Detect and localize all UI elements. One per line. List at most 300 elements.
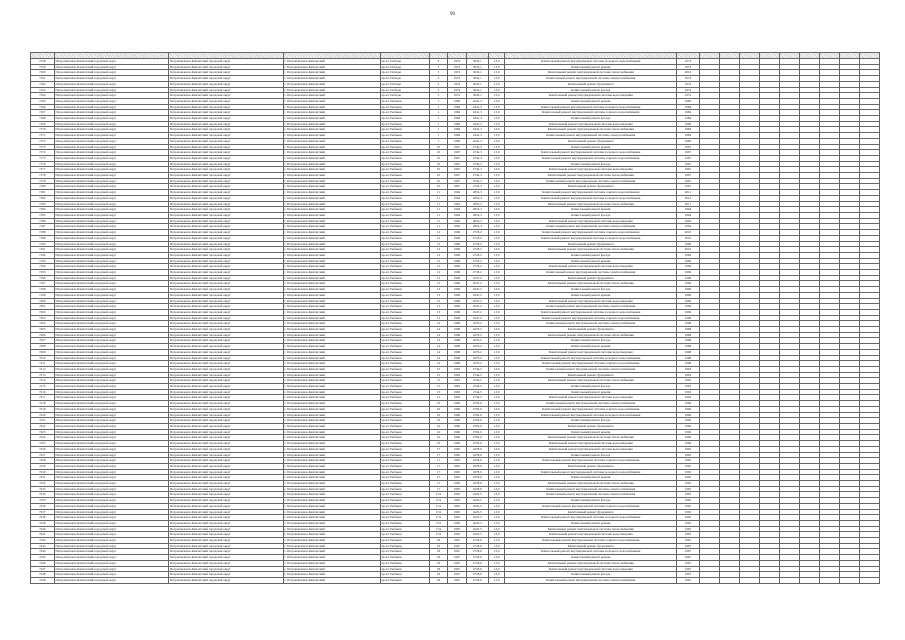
table-cell: 1967 [677, 150, 699, 156]
table-cell: Петропавловск-Камчатский городской округ [169, 207, 284, 213]
table-cell: 4270,2 [466, 349, 488, 355]
table-cell: пр-кт. Победы [380, 70, 429, 76]
table-cell: 1974 [677, 81, 699, 87]
table-cell: 2702,6 [466, 412, 488, 418]
table-cell: Капитальный ремонт внутридомовой системы теплоснабжения [505, 378, 677, 384]
table-cell: 1984 [677, 127, 699, 133]
table-cell: 1968 [448, 321, 466, 327]
table-cell: Петропавловск-Камчатский городской округ [54, 509, 169, 515]
table-cell: 1965 [677, 526, 699, 532]
table-cell: Петропавловск-Камчатский городской округ [54, 230, 169, 236]
table-cell: 1969 [677, 252, 699, 258]
table-cell: пр-кт. Рыбаков [380, 207, 429, 213]
table-cell: 7189 [31, 235, 55, 241]
table-cell: 13,0 [489, 247, 505, 253]
table-cell: пр-кт. Рыбаков [380, 309, 429, 315]
table-cell: 1966 [677, 429, 699, 435]
table-cell: 16 [429, 412, 447, 418]
table-cell: 1967 [677, 572, 699, 578]
table-cell: Петропавловск-Камчатский городской округ [54, 321, 169, 327]
table-cell: 18 [429, 538, 447, 544]
table-cell: г. Петропавловск-Камчатский [283, 275, 380, 281]
table-cell: Петропавловск-Камчатский городской округ [169, 138, 284, 144]
table-cell: Петропавловск-Камчатский городской округ [169, 133, 284, 139]
table-cell: 13,0 [489, 555, 505, 561]
table-cell: г. Петропавловск-Камчатский [283, 384, 380, 390]
table-cell: Петропавловск-Камчатский городской округ [169, 270, 284, 276]
table-cell: 1967 [448, 560, 466, 566]
table-cell: 4341,3 [466, 104, 488, 110]
table-cell: 14 [429, 361, 447, 367]
table-cell: 4225,5 [466, 532, 488, 538]
table-cell: Петропавловск-Камчатский городской округ [54, 327, 169, 333]
table-cell: Петропавловск-Камчатский городской округ [169, 509, 284, 515]
table-cell: 1968 [448, 338, 466, 344]
table-cell: 4341,3 [466, 98, 488, 104]
table-cell: Петропавловск-Камчатский городской округ [54, 298, 169, 304]
table-cell: Петропавловск-Камчатский городской округ [169, 218, 284, 224]
table-cell: 2718,2 [466, 247, 488, 253]
table-cell: 1964 [448, 218, 466, 224]
table-cell: 13,0 [489, 195, 505, 201]
table-cell: Капитальный ремонт фундамента [505, 184, 677, 190]
table-cell: 13,0 [489, 87, 505, 93]
table-cell: 1965 [677, 492, 699, 498]
table-cell: Капитальный ремонт внутридомовой системы теплоснабжения [505, 281, 677, 287]
table-cell: 1984 [448, 116, 466, 122]
table-cell: Петропавловск-Камчатский городской округ [169, 110, 284, 116]
table-cell: Капитальный ремонт внутридомовой системы теплоснабжения [505, 481, 677, 487]
table-cell: пр-кт. Рыбаков [380, 98, 429, 104]
table-cell: пр-кт. Рыбаков [380, 486, 429, 492]
table-cell: 1974 [677, 76, 699, 82]
table-cell: 4225,5 [466, 520, 488, 526]
table-cell: 7245 [31, 555, 55, 561]
table-cell: 1965 [448, 446, 466, 452]
table-cell: пр-кт. Рыбаков [380, 252, 429, 258]
table-cell: 1 [429, 133, 447, 139]
table-cell: 1984 [448, 104, 466, 110]
table-cell: 1974 [677, 59, 699, 65]
table-cell: пр-кт. Рыбаков [380, 446, 429, 452]
table-cell: пр-кт. Рыбаков [380, 452, 429, 458]
table-cell: г. Петропавловск-Камчатский [283, 475, 380, 481]
table-cell [699, 577, 719, 583]
table-cell: 7210 [31, 355, 55, 361]
table-cell: 11 [429, 224, 447, 230]
table-cell: 2718,6 [466, 543, 488, 549]
table-cell: Петропавловск-Камчатский городской округ [169, 321, 284, 327]
table-cell: Капитальный ремонт внутридомовой системы теплоснабжения [505, 435, 677, 441]
table-cell: 13 [429, 292, 447, 298]
table-cell: Капитальный ремонт крыши [505, 258, 677, 264]
table-cell: г. Петропавловск-Камчатский [283, 144, 380, 150]
table-cell: Петропавловск-Камчатский городской округ [54, 503, 169, 509]
table-cell: Петропавловск-Камчатский городской округ [54, 292, 169, 298]
table-cell: Петропавловск-Камчатский городской округ [169, 247, 284, 253]
table-cell: 13,0 [489, 252, 505, 258]
table-cell: Петропавловск-Камчатский городской округ [54, 463, 169, 469]
table-cell [839, 577, 859, 583]
table-cell: пр-кт. Рыбаков [380, 384, 429, 390]
table-cell: Петропавловск-Камчатский городской округ [169, 498, 284, 504]
table-cell: Капитальный ремонт внутридомовой системы водоотведения [505, 441, 677, 447]
table-cell: Капитальный ремонт внутридомовой системы электроснабжения [505, 133, 677, 139]
table-cell: 2718,6 [466, 577, 488, 583]
table-cell: 13,0 [489, 509, 505, 515]
table-cell: г. Петропавловск-Камчатский [283, 178, 380, 184]
table-cell: г. Петропавловск-Камчатский [283, 98, 380, 104]
table-cell: 7192 [31, 252, 55, 258]
table-cell: пр-кт. Рыбаков [380, 406, 429, 412]
table-cell: пр-кт. Рыбаков [380, 435, 429, 441]
table-cell: 2744,5 [466, 395, 488, 401]
table-cell: 4341,3 [466, 133, 488, 139]
table-cell: 17 [429, 458, 447, 464]
table-cell: 7178 [31, 173, 55, 179]
table-cell: 3032,1 [466, 93, 488, 99]
table-cell: г. Петропавловск-Камчатский [283, 572, 380, 578]
table-cell: Капитальный ремонт крыши [505, 555, 677, 561]
table-cell: 13,0 [489, 98, 505, 104]
table-cell: 3 [429, 59, 447, 65]
table-cell: 4378,9 [466, 469, 488, 475]
table-cell: 12 [429, 247, 447, 253]
table-cell: 1968 [448, 349, 466, 355]
table-cell: 1965 [677, 481, 699, 487]
table-cell: Петропавловск-Камчатский городской округ [54, 252, 169, 258]
table-cell: 13,0 [489, 270, 505, 276]
table-cell: 1967 [677, 538, 699, 544]
table-cell: 7231 [31, 475, 55, 481]
table-cell: Петропавловск-Камчатский городской округ [169, 332, 284, 338]
table-cell: 1965 [448, 503, 466, 509]
table-cell: Петропавловск-Камчатский городской округ [169, 298, 284, 304]
table-cell: 2718,2 [466, 252, 488, 258]
table-cell: 1968 [677, 344, 699, 350]
table-cell: Петропавловск-Камчатский городской округ [54, 469, 169, 475]
table-cell: Петропавловск-Камчатский городской округ [54, 304, 169, 310]
table-cell: Петропавловск-Камчатский городской округ [169, 327, 284, 333]
table-cell: 1965 [448, 458, 466, 464]
table-cell: 1 [429, 138, 447, 144]
table-cell: 4270,2 [466, 327, 488, 333]
table-cell: Петропавловск-Камчатский городской округ [169, 412, 284, 418]
table-cell: 1 [429, 110, 447, 116]
table-cell: 1966 [677, 424, 699, 430]
table-cell: Капитальный ремонт фасада [505, 572, 677, 578]
table-cell: 13,0 [489, 446, 505, 452]
table-cell: пр-кт. Рыбаков [380, 412, 429, 418]
table-cell: Капитальный ремонт внутридомовой системы теплоснабжения [505, 201, 677, 207]
table-cell: 7227 [31, 452, 55, 458]
table-cell: Капитальный ремонт внутридомовой системы электроснабжения [505, 321, 677, 327]
table-cell: Петропавловск-Камчатский городской округ [169, 258, 284, 264]
table-cell: Петропавловск-Камчатский городской округ [169, 59, 284, 65]
table-cell: 13,0 [489, 355, 505, 361]
table-cell: 13,0 [489, 361, 505, 367]
table-cell: Капитальный ремонт фундамента [505, 372, 677, 378]
table-cell: Петропавловск-Камчатский городской округ [54, 110, 169, 116]
table-cell: 4547,2 [466, 275, 488, 281]
table-cell: 12 [429, 264, 447, 270]
table-cell: 7220 [31, 412, 55, 418]
table-cell: 13,0 [489, 161, 505, 167]
table-cell: 1967 [448, 184, 466, 190]
table-cell: пр-кт. Рыбаков [380, 173, 429, 179]
table-cell: 1969 [448, 270, 466, 276]
table-cell: 17А [429, 520, 447, 526]
table-cell: Петропавловск-Камчатский городской округ [169, 384, 284, 390]
table-cell: г. Петропавловск-Камчатский [283, 463, 380, 469]
table-cell: пр-кт. Победы [380, 59, 429, 65]
table-cell: 1963 [677, 395, 699, 401]
table-cell: г. Петропавловск-Камчатский [283, 452, 380, 458]
table-cell: 1966 [448, 412, 466, 418]
table-cell: 1969 [448, 315, 466, 321]
table-cell: г. Петропавловск-Камчатский [283, 543, 380, 549]
table-cell: 7214 [31, 378, 55, 384]
table-cell: 2011 [677, 190, 699, 196]
table-cell: 7195 [31, 270, 55, 276]
table-cell: 11 [429, 207, 447, 213]
table-cell: 7181 [31, 190, 55, 196]
table-cell: 1965 [448, 469, 466, 475]
table-cell: 13,0 [489, 64, 505, 70]
table-cell: 4225,5 [466, 526, 488, 532]
table-cell: 1964 [677, 218, 699, 224]
table-cell: 1964 [448, 195, 466, 201]
table-cell: 3 [429, 70, 447, 76]
table-cell: Петропавловск-Камчатский городской округ [54, 76, 169, 82]
table-cell: 1969 [677, 298, 699, 304]
table-cell: г. Петропавловск-Камчатский [283, 469, 380, 475]
table-cell: 7202 [31, 309, 55, 315]
table-cell: Капитальный ремонт фасада [505, 161, 677, 167]
table-cell: 7169 [31, 121, 55, 127]
table-cell: 7204 [31, 321, 55, 327]
table-cell: 18 [429, 555, 447, 561]
table-cell: Капитальный ремонт фундамента [505, 509, 677, 515]
table-cell: Петропавловск-Камчатский городской округ [54, 412, 169, 418]
table-cell: 13,0 [489, 406, 505, 412]
table-cell: Петропавловск-Камчатский городской округ [54, 224, 169, 230]
table-cell: Петропавловск-Камчатский городской округ [54, 532, 169, 538]
table-cell: 7229 [31, 463, 55, 469]
table-cell: 1968 [677, 338, 699, 344]
table-cell: Петропавловск-Камчатский городской округ [54, 372, 169, 378]
table-cell: пр-кт. Рыбаков [380, 230, 429, 236]
table-cell: 13,0 [489, 424, 505, 430]
table-cell: 1969 [448, 252, 466, 258]
table-cell: г. Петропавловск-Камчатский [283, 167, 380, 173]
table-cell: Капитальный ремонт фасада [505, 87, 677, 93]
table-cell: 2816,3 [466, 190, 488, 196]
table-cell: Капитальный ремонт крыши [505, 292, 677, 298]
table-cell: г. Петропавловск-Камчатский [283, 110, 380, 116]
table-cell: г. Петропавловск-Камчатский [283, 207, 380, 213]
table-cell: 7199 [31, 292, 55, 298]
table-cell: 4341,3 [466, 110, 488, 116]
table-cell: Петропавловск-Камчатский городской округ [169, 458, 284, 464]
table-cell: 1967 [448, 178, 466, 184]
table-cell: Петропавловск-Камчатский городской округ [169, 372, 284, 378]
table-cell: Капитальный ремонт внутридомовой системы электроснабжения [505, 76, 677, 82]
table-cell: г. Петропавловск-Камчатский [283, 538, 380, 544]
table-cell: г. Петропавловск-Камчатский [283, 81, 380, 87]
table-cell: 13,0 [489, 412, 505, 418]
table-cell: 15 [429, 384, 447, 390]
table-cell: 7203 [31, 315, 55, 321]
table-cell: 7232 [31, 481, 55, 487]
table-cell: Капитальный ремонт фундамента [505, 543, 677, 549]
table-cell: 2742,3 [466, 178, 488, 184]
table-cell: пр-кт. Рыбаков [380, 349, 429, 355]
table-cell: пр-кт. Рыбаков [380, 572, 429, 578]
table-cell: 1968 [448, 361, 466, 367]
table-cell: Капитальный ремонт фундамента [505, 424, 677, 430]
table-cell: Капитальный ремонт внутридомовой системы горячего водоснабжения [505, 538, 677, 544]
table-cell: Капитальный ремонт внутридомовой системы водоотведения [505, 349, 677, 355]
table-cell: 2702,6 [466, 429, 488, 435]
table-cell: Петропавловск-Камчатский городской округ [54, 543, 169, 549]
table-cell: 13,0 [489, 121, 505, 127]
table-cell: Петропавловск-Камчатский городской округ [54, 281, 169, 287]
table-cell: 13,0 [489, 378, 505, 384]
table-cell: Капитальный ремонт внутридомовой системы горячего водоснабжения [505, 155, 677, 161]
table-cell: 15 [429, 372, 447, 378]
table-cell: пр-кт. Рыбаков [380, 327, 429, 333]
table-cell: 1968 [448, 344, 466, 350]
table-cell: 1968 [448, 355, 466, 361]
table-cell: 13,0 [489, 372, 505, 378]
table-cell: 13 [429, 304, 447, 310]
table-cell: Капитальный ремонт внутридомовой системы теплоснабжения [505, 247, 677, 253]
table-cell: 4341,3 [466, 121, 488, 127]
table-cell: 7186 [31, 218, 55, 224]
table-cell: г. Петропавловск-Камчатский [283, 446, 380, 452]
table-cell: 17А [429, 492, 447, 498]
table-cell: Капитальный ремонт крыши [505, 520, 677, 526]
table-cell: 1963 [677, 378, 699, 384]
table-cell: Петропавловск-Камчатский городской округ [169, 463, 284, 469]
table-cell: г. Петропавловск-Камчатский [283, 458, 380, 464]
table-cell: пр-кт. Рыбаков [380, 549, 429, 555]
table-cell: 1967 [677, 178, 699, 184]
table-cell: 1974 [677, 93, 699, 99]
table-cell: 7170 [31, 127, 55, 133]
table-cell: Капитальный ремонт внутридомовой системы горячего водоснабжения [505, 361, 677, 367]
table-cell: 1965 [677, 532, 699, 538]
table-cell: Капитальный ремонт внутридомовой системы водоотведения [505, 566, 677, 572]
table-cell: 4270,2 [466, 344, 488, 350]
table-cell: 17 [429, 446, 447, 452]
table-cell: Петропавловск-Камчатский городской округ [169, 389, 284, 395]
table-cell: 17А [429, 515, 447, 521]
table-cell: 13,0 [489, 395, 505, 401]
table-cell: 1984 [677, 138, 699, 144]
table-cell: 4547,2 [466, 309, 488, 315]
table-cell: г. Петропавловск-Камчатский [283, 321, 380, 327]
table-cell: 13,0 [489, 384, 505, 390]
table-cell: 1963 [677, 372, 699, 378]
table-cell: 13,0 [489, 498, 505, 504]
table-cell: пр-кт. Рыбаков [380, 315, 429, 321]
table-cell: Петропавловск-Камчатский городской округ [54, 355, 169, 361]
table-cell: Петропавловск-Камчатский городской округ [169, 475, 284, 481]
table-cell: 15 [429, 378, 447, 384]
table-cell: Петропавловск-Камчатский городской округ [54, 475, 169, 481]
table-cell: Капитальный ремонт внутридомовой системы теплоснабжения [505, 70, 677, 76]
table-cell: Петропавловск-Камчатский городской округ [54, 155, 169, 161]
table-cell: 7244 [31, 549, 55, 555]
table-cell: 13 [429, 281, 447, 287]
table-cell: пр-кт. Рыбаков [380, 332, 429, 338]
table-cell: 2744,5 [466, 366, 488, 372]
table-cell: 1965 [448, 463, 466, 469]
table-cell: 7162 [31, 81, 55, 87]
table-cell: 1969 [448, 287, 466, 293]
table-cell: 7213 [31, 372, 55, 378]
table-cell: 13,0 [489, 366, 505, 372]
table-cell: г. Петропавловск-Камчатский [283, 247, 380, 253]
table-cell: 12 [429, 230, 447, 236]
table-cell: 1967 [677, 173, 699, 179]
table-cell: г. Петропавловск-Камчатский [283, 150, 380, 156]
table-cell: Петропавловск-Камчатский городской округ [169, 395, 284, 401]
table-cell: 1964 [448, 201, 466, 207]
table-cell: Капитальный ремонт внутридомовой системы электроснабжения [505, 401, 677, 407]
table-cell: 1966 [448, 401, 466, 407]
table-cell: г. Петропавловск-Камчатский [283, 361, 380, 367]
table-cell: 1966 [448, 424, 466, 430]
table-cell: Петропавловск-Камчатский городской округ [169, 98, 284, 104]
table-cell: пр-кт. Рыбаков [380, 127, 429, 133]
table-cell: 11 [429, 201, 447, 207]
table-cell: 1965 [677, 463, 699, 469]
table-cell: Капитальный ремонт внутридомовой системы водоотведения [505, 298, 677, 304]
table-cell: Петропавловск-Камчатский городской округ [54, 429, 169, 435]
table-cell: Капитальный ремонт внутридомовой системы горячего водоснабжения [505, 503, 677, 509]
table-cell: г. Петропавловск-Камчатский [283, 395, 380, 401]
table-cell: 13,0 [489, 309, 505, 315]
table-cell: г. Петропавловск-Камчатский [283, 264, 380, 270]
table-cell: 1969 [448, 281, 466, 287]
table-cell: г. Петропавловск-Камчатский [283, 515, 380, 521]
table-cell: Петропавловск-Камчатский городской округ [54, 247, 169, 253]
table-cell: 13,0 [489, 401, 505, 407]
table-cell: Петропавловск-Камчатский городской округ [54, 515, 169, 521]
table-cell: 1969 [448, 275, 466, 281]
table-cell: Капитальный ремонт фундамента [505, 327, 677, 333]
table-cell: 17 [429, 463, 447, 469]
table-cell: Петропавловск-Камчатский городской округ [169, 492, 284, 498]
table-cell: Петропавловск-Камчатский городской округ [54, 572, 169, 578]
table-cell: пр-кт. Рыбаков [380, 104, 429, 110]
table-cell: 2742,3 [466, 167, 488, 173]
table-cell: Капитальный ремонт внутридомовой системы горячего водоснабжения [505, 315, 677, 321]
table-cell: пр-кт. Рыбаков [380, 366, 429, 372]
table-cell: пр-кт. Рыбаков [380, 463, 429, 469]
table-cell: г. Петропавловск-Камчатский [283, 429, 380, 435]
table-cell: Петропавловск-Камчатский городской округ [54, 121, 169, 127]
table-cell: 1984 [677, 121, 699, 127]
table-cell: 1965 [677, 503, 699, 509]
table-cell: 1964 [677, 212, 699, 218]
table-cell: 1966 [677, 412, 699, 418]
table-cell: 16 [429, 435, 447, 441]
table-cell: 1963 [677, 384, 699, 390]
